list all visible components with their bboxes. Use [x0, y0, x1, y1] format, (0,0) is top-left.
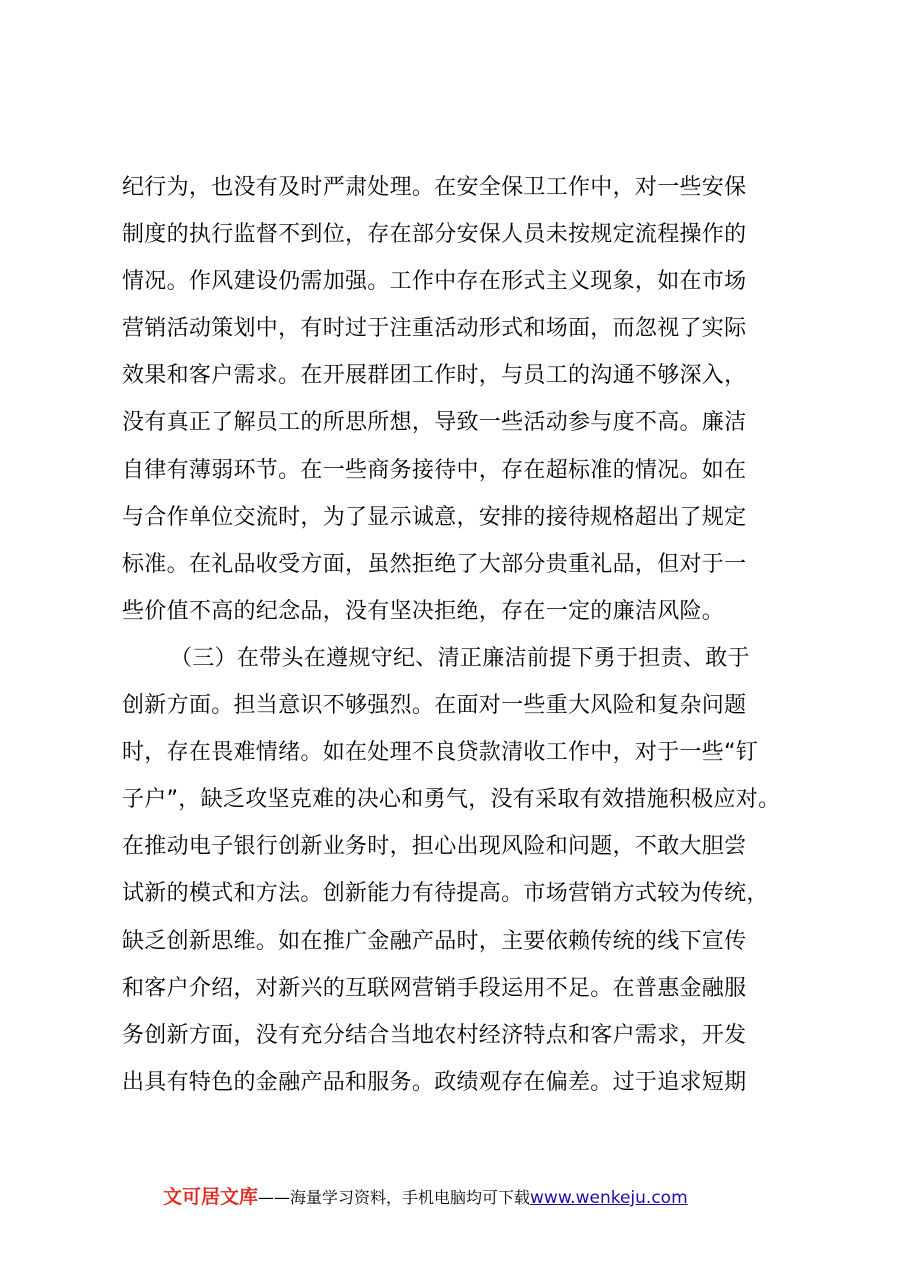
text-line: 缺乏创新思维。如在推广金融产品时，主要依赖传统的线下宣传 — [122, 928, 747, 954]
footer-website-link[interactable]: www.wenkeju.com — [530, 1188, 688, 1208]
text-line: 标准。在礼品收受方面，虽然拒绝了大部分贵重礼品，但对于一 — [122, 551, 747, 577]
text-line: 纪行为，也没有及时严肃处理。在安全保卫工作中，对一些安保 — [122, 175, 747, 200]
document-body — [122, 164, 802, 1106]
footer-tagline: ——海量学习资料，手机电脑均可下载 — [258, 1188, 531, 1207]
text-line: 效果和客户需求。在开展群团工作时，与员工的沟通不够深入， — [122, 363, 747, 389]
text-line: 子户”，缺乏攻坚克难的决心和勇气，没有采取有效措施积极应对。 — [122, 787, 781, 813]
text-line: 务创新方面，没有充分结合当地农村经济特点和客户需求，开发 — [122, 1022, 747, 1048]
text-line: 没有真正了解员工的所思所想，导致一些活动参与度不高。廉洁 — [122, 410, 747, 436]
text-line: 在推动电子银行创新业务时，担心出现风险和问题，不敢大胆尝 — [122, 834, 747, 860]
text-line: 出具有特色的金融产品和服务。政绩观存在偏差。过于追求短期 — [122, 1069, 747, 1095]
footer-brand: 文可居文库 — [163, 1186, 259, 1208]
section-heading-line: （三）在带头在遵规守纪、清正廉洁前提下勇于担责、敢于 — [170, 645, 750, 671]
footer-banner — [163, 1181, 688, 1213]
text-line: 些价值不高的纪念品，没有坚决拒绝，存在一定的廉洁风险。 — [122, 598, 725, 624]
text-line: 与合作单位交流时，为了显示诚意，安排的接待规格超出了规定 — [122, 504, 747, 530]
text-line: 营销活动策划中，有时过于注重活动形式和场面，而忽视了实际 — [122, 316, 747, 342]
text-line: 制度的执行监督不到位，存在部分安保人员未按规定流程操作的 — [122, 222, 747, 248]
text-line: 和客户介绍，对新兴的互联网营销手段运用不足。在普惠金融服 — [122, 975, 747, 1001]
text-line: 自律有薄弱环节。在一些商务接待中，存在超标准的情况。如在 — [122, 457, 747, 483]
text-line: 创新方面。担当意识不够强烈。在面对一些重大风险和复杂问题 — [122, 693, 747, 719]
text-line: 情况。作风建设仍需加强。工作中存在形式主义现象，如在市场 — [122, 269, 747, 295]
text-line: 试新的模式和方法。创新能力有待提高。市场营销方式较为传统， — [122, 881, 769, 907]
text-line: 时，存在畏难情绪。如在处理不良贷款清收工作中，对于一些“钉 — [122, 740, 759, 766]
